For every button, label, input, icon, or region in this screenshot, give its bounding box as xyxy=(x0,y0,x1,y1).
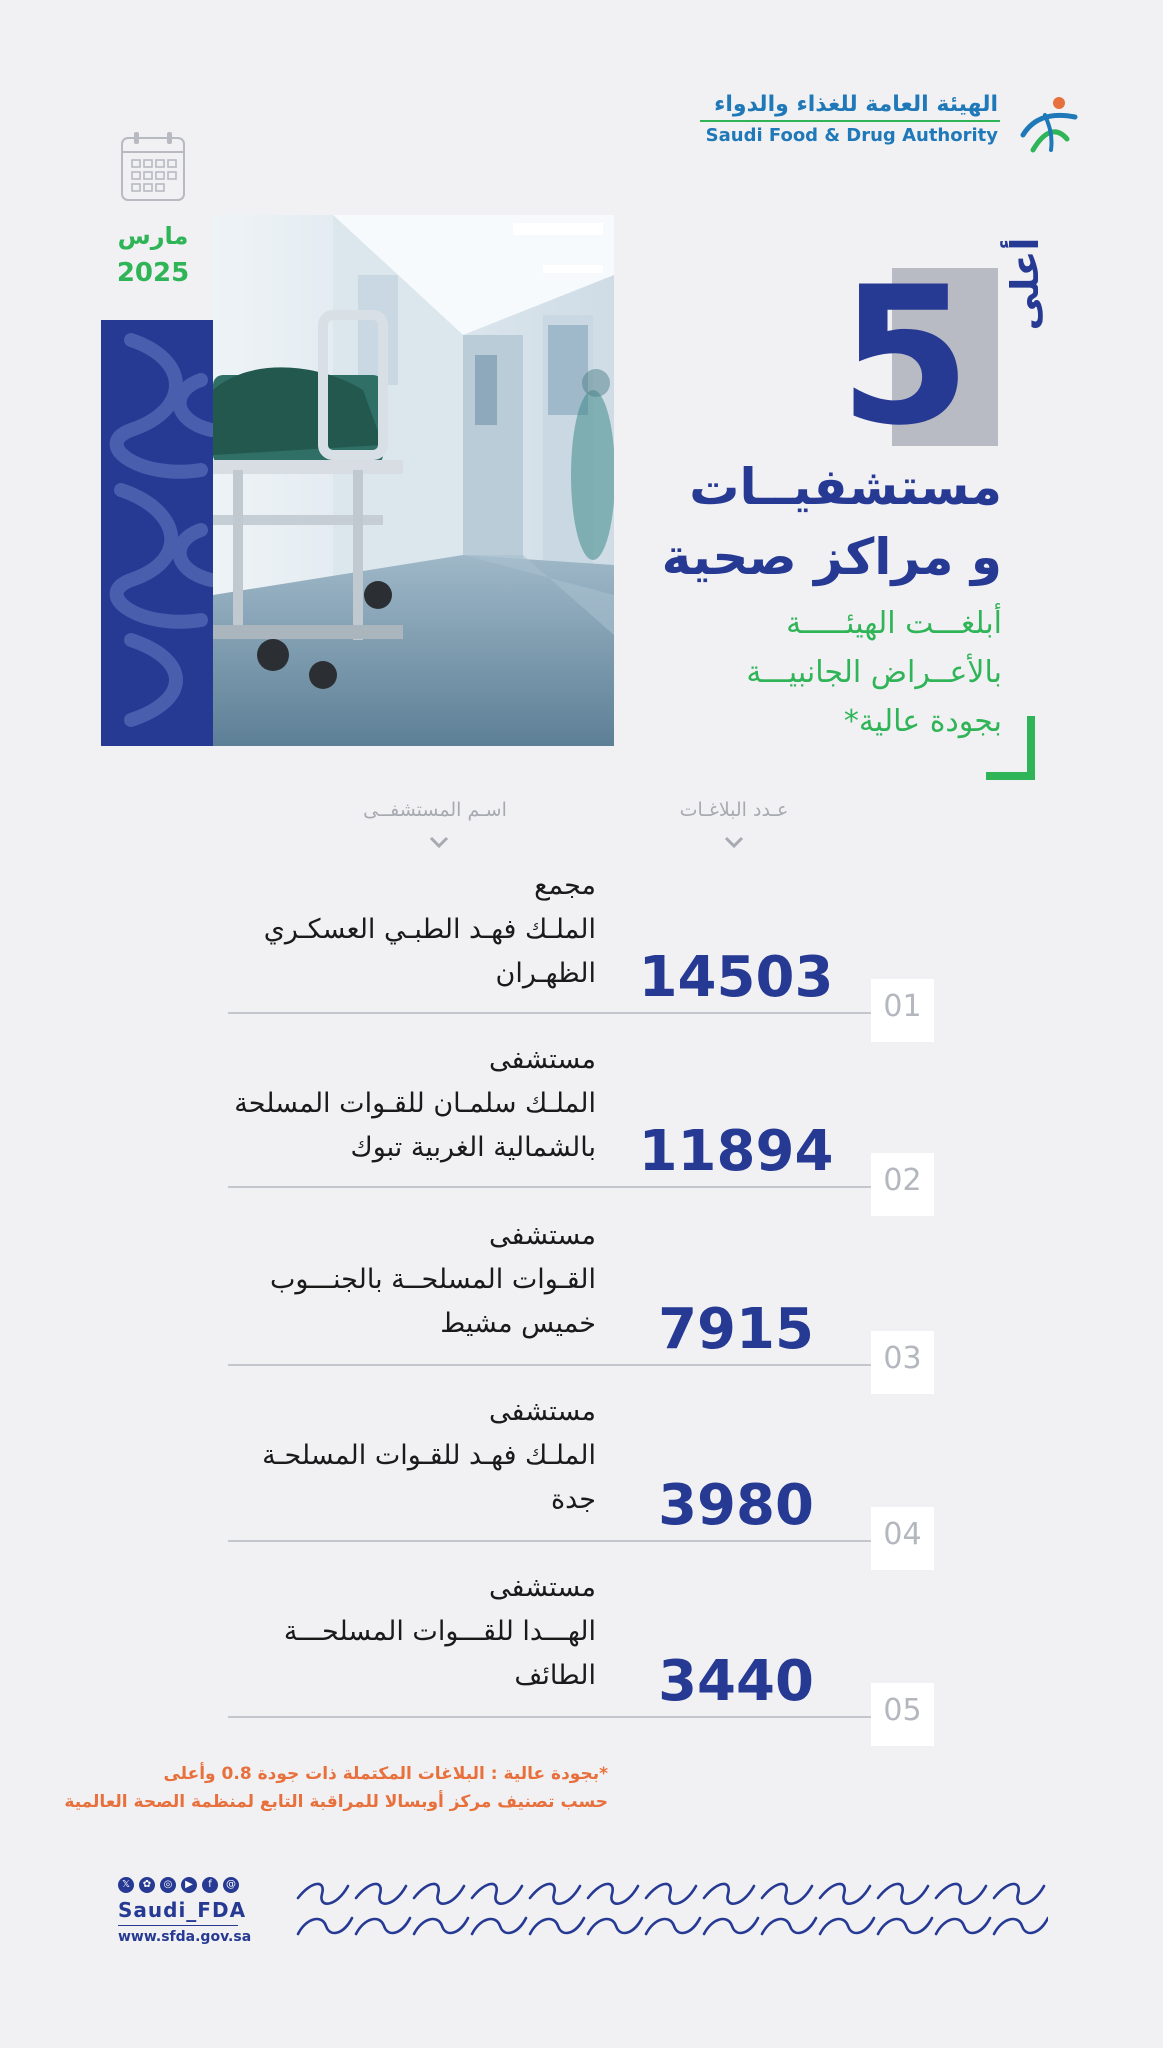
name-column-header: اسـم المستشفــى xyxy=(363,799,507,821)
chevron-down-icon xyxy=(428,834,450,853)
report-count: 3980 xyxy=(658,1473,814,1538)
report-count: 7915 xyxy=(658,1297,814,1362)
headline-top-word-text: أعلى xyxy=(1003,237,1047,331)
wave-pattern-icon xyxy=(101,320,213,746)
headline-number: 5 xyxy=(838,246,972,467)
report-count: 3440 xyxy=(658,1649,814,1714)
snapchat-icon[interactable]: ✿ xyxy=(139,1877,155,1893)
social-icons-row xyxy=(118,1877,240,1897)
hospital-name-line: مستشفى xyxy=(489,1572,596,1603)
hospital-corridor-photo xyxy=(213,215,614,746)
headline-line1: مستشفيــات xyxy=(689,458,1002,516)
sfda-logo-mark-icon xyxy=(1015,95,1085,155)
footnote-line2: حسب تصنيف مركز أوبسالا للمراقبة التابع لمنظمة الصحة العالمية xyxy=(64,1792,608,1812)
row-divider xyxy=(228,1012,872,1014)
x-icon[interactable]: 𝕏 xyxy=(118,1877,134,1893)
hospital-name-line: الملـك فهـد الطبـي العسكـري xyxy=(263,914,596,945)
hospital-name-line: الملـك فهـد للقـوات المسلحـة xyxy=(262,1440,596,1471)
report-count: 11894 xyxy=(638,1119,834,1184)
rank-number: 05 xyxy=(883,1693,922,1728)
website-link[interactable]: www.sfda.gov.sa xyxy=(118,1929,252,1945)
hospital-name-line: الملـك سلمـان للقـوات المسلحة xyxy=(234,1088,596,1119)
hospital-name-line: مستشفى xyxy=(489,1220,596,1251)
logo-divider xyxy=(700,120,1000,122)
hospital-name-line: الهـــدا للقـــوات المسلحـــة xyxy=(283,1616,596,1647)
headline-top-word xyxy=(1003,208,1047,348)
facebook-icon[interactable]: f xyxy=(202,1877,218,1893)
row-divider xyxy=(228,1716,872,1718)
hospital-name-line: مستشفى xyxy=(489,1396,596,1427)
headline-sub3: بجودة عالية* xyxy=(843,704,1002,739)
hospital-name-line: الطائف xyxy=(514,1660,596,1691)
threads-icon[interactable]: @ xyxy=(223,1877,239,1893)
date-year: 2025 xyxy=(116,258,190,288)
instagram-icon[interactable]: ◎ xyxy=(160,1877,176,1893)
hospital-name-line: القـوات المسلحــة بالجنـــوب xyxy=(269,1264,596,1295)
hospital-name-line: جدة xyxy=(550,1484,596,1515)
date-month: مارس xyxy=(117,222,189,250)
headline-sub1: أبلغـــت الهيئـــــة xyxy=(786,606,1002,641)
handle-divider xyxy=(118,1925,238,1926)
social-handle[interactable]: Saudi_FDA xyxy=(118,1898,247,1922)
hospital-name-line: بالشمالية الغربية تبوك xyxy=(350,1132,596,1163)
decorative-blue-panel xyxy=(101,320,213,746)
row-divider xyxy=(228,1186,872,1188)
hospital-name-line: مستشفى xyxy=(489,1044,596,1075)
rank-number: 01 xyxy=(883,989,922,1024)
report-count: 14503 xyxy=(638,945,834,1010)
rank-number: 04 xyxy=(883,1517,922,1552)
chevron-down-icon xyxy=(723,834,745,853)
footnote-line1: *بجودة عالية : البلاغات المكتملة ذات جودة 0.8 وأعلى xyxy=(163,1764,608,1784)
rank-number: 02 xyxy=(883,1163,922,1198)
logo-english-name: Saudi Food & Drug Authority xyxy=(705,125,998,146)
hospital-name-line: مجمع xyxy=(534,870,596,901)
youtube-icon[interactable]: ▶ xyxy=(181,1877,197,1893)
green-corner-bracket xyxy=(986,716,1041,784)
count-column-header: عـدد البلاغـات xyxy=(679,799,789,821)
decorative-wave-pattern xyxy=(296,1878,1048,1942)
wave-pattern-icon xyxy=(296,1878,1048,1942)
headline-sub2: بالأعــراض الجانبيـــة xyxy=(746,655,1002,690)
row-divider xyxy=(228,1540,872,1542)
row-divider xyxy=(228,1364,872,1366)
rank-number: 03 xyxy=(883,1341,922,1376)
logo-arabic-name: الهيئة العامة للغذاء والدواء xyxy=(714,92,998,117)
hospital-name-line: الظهـران xyxy=(495,958,596,989)
hospital-name-line: خميس مشيط xyxy=(440,1308,596,1339)
calendar-icon xyxy=(120,130,186,206)
sfda-logo xyxy=(1015,95,1085,155)
headline-line2: و مراكز صحية xyxy=(661,528,1002,586)
